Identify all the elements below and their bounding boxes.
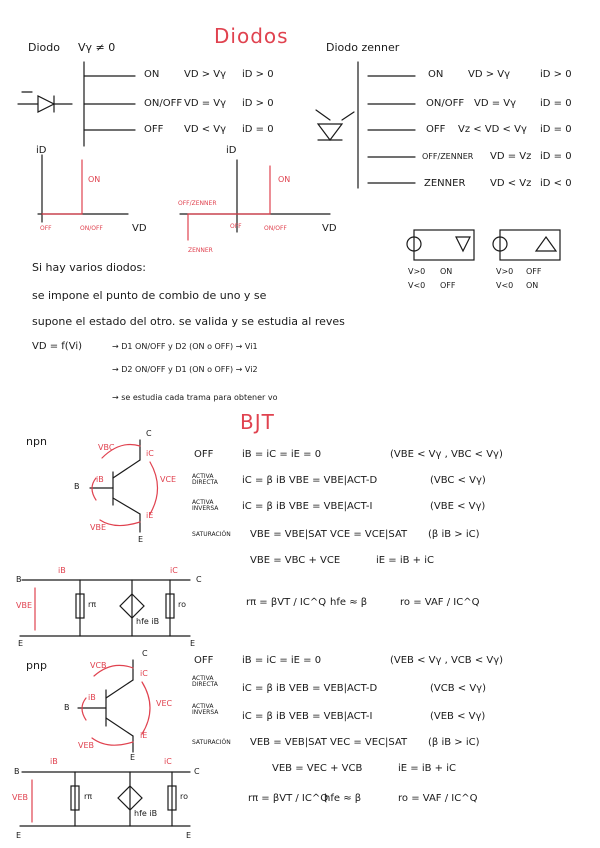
pnp-ro: ro = VAF / IC^Q — [398, 793, 478, 804]
pnp-kcl: iE = iB + iC — [398, 763, 456, 774]
npn-ss-c: C — [196, 575, 202, 584]
zener-graph-iy: iD — [226, 145, 237, 156]
npn-vce: VCE — [160, 475, 177, 484]
npn-ss-vbe: VBE — [16, 601, 33, 610]
zener-symbol — [316, 62, 415, 188]
pnp-ss-e2: E — [186, 831, 192, 840]
npn-ss-b: B — [16, 575, 22, 584]
pnp-eq-3: VEB = VEB|SAT VEC = VEC|SAT — [250, 737, 408, 748]
npn-vbc: VBC — [98, 443, 115, 452]
npn-small-signal — [20, 580, 190, 636]
npn-label: npn — [26, 435, 47, 448]
diodo-cur-off: iD = 0 — [242, 124, 274, 135]
section-title-diodos: Diodos — [214, 24, 289, 48]
diode-model-boxes — [407, 230, 560, 260]
diodo-graph-vx: VD — [132, 223, 147, 234]
npn-cond-0: (VBE < Vγ , VBC < Vγ) — [390, 449, 503, 460]
zener-graph-z: ZENNER — [188, 247, 213, 254]
diodo-cur-on: iD > 0 — [242, 69, 274, 80]
varios-line-4b: → D1 ON/OFF y D2 (ON o OFF) → Vi1 — [112, 342, 258, 351]
diodo-label: Diodo — [28, 41, 60, 54]
npn-kcl: iE = iB + iC — [376, 555, 434, 566]
zener-cur-4: iD < 0 — [540, 178, 572, 189]
diodo-graph-off: OFF — [40, 225, 52, 232]
pnp-ss-ro: ro — [180, 792, 189, 801]
diodo-graph-iy: iD — [36, 145, 47, 156]
zener-graph-on: ON — [278, 175, 291, 184]
diodo-eq-onoff: VD = Vγ — [184, 98, 227, 109]
pnp-ss-rpi: rπ — [84, 792, 93, 801]
zener-cur-0: iD > 0 — [540, 69, 572, 80]
pnp-mode-3: SATURACIÓN — [192, 739, 231, 746]
model-a-l1: V>0 — [408, 267, 426, 276]
diode-iv-graph — [38, 155, 128, 222]
npn-eq-0: iB = iC = iE = 0 — [242, 449, 322, 460]
zener-cur-2: iD = 0 — [540, 124, 572, 135]
npn-kvl: VBE = VBC + VCE — [250, 555, 341, 566]
diodo-eq-on: VD > Vγ — [184, 69, 227, 80]
diode-symbol — [18, 62, 135, 146]
diodo-condition: Vγ ≠ 0 — [78, 41, 116, 54]
npn-e: E — [138, 535, 144, 544]
pnp-cond-2: (VEB < Vγ) — [430, 711, 486, 722]
model-a-l2: V<0 — [408, 281, 426, 290]
npn-ib: iB — [96, 475, 104, 484]
pnp-ss-veb: VEB — [12, 793, 29, 802]
npn-ss-rpi: rπ — [88, 600, 97, 609]
pnp-ic: iC — [140, 669, 148, 678]
npn-ss-e1: E — [18, 639, 24, 648]
zener-graph-off: OFF — [230, 223, 242, 230]
npn-cond-3: (β iB > iC) — [428, 529, 480, 540]
pnp-mode-2: ACTIVA INVERSA — [192, 703, 219, 716]
npn-eq-2: iC = β iB VBE = VBE|ACT-I — [242, 501, 373, 512]
pnp-label: pnp — [26, 659, 47, 672]
npn-mode-2: ACTIVA INVERSA — [192, 499, 219, 512]
model-b-r1: OFF — [526, 267, 542, 276]
npn-eq-3: VBE = VBE|SAT VCE = VCE|SAT — [250, 529, 408, 540]
pnp-eq-0: iB = iC = iE = 0 — [242, 655, 322, 666]
zener-state-4: ZENNER — [424, 178, 466, 189]
varios-line-5: → D2 ON/OFF y D1 (ON o OFF) → Vi2 — [112, 365, 258, 374]
pnp-mode-0: OFF — [194, 655, 214, 666]
zener-eq-4: VD < Vz — [490, 178, 532, 189]
zener-eq-0: VD > Vγ — [468, 69, 511, 80]
section-title-bjt: BJT — [240, 410, 275, 434]
zener-state-1: ON/OFF — [426, 98, 465, 109]
npn-ss-e2: E — [190, 639, 196, 648]
model-a-r1: ON — [440, 267, 453, 276]
pnp-cond-0: (VEB < Vγ , VCB < Vγ) — [390, 655, 504, 666]
zener-state-3: OFF/ZENNER — [422, 152, 474, 161]
diodo-eq-off: VD < Vγ — [184, 124, 227, 135]
zener-label: Diodo zenner — [326, 41, 400, 54]
npn-mode-0: OFF — [194, 449, 214, 460]
npn-cond-1: (VBC < Vγ) — [430, 475, 486, 486]
pnp-b: B — [64, 703, 70, 712]
zener-eq-1: VD = Vγ — [474, 98, 517, 109]
zener-state-0: ON — [428, 69, 444, 80]
npn-b: B — [74, 482, 80, 491]
zener-graph-onoff: ON/OFF — [264, 225, 287, 232]
model-b-r2: ON — [526, 281, 539, 290]
pnp-c: C — [142, 649, 148, 658]
model-b-l1: V>0 — [496, 267, 514, 276]
model-b-l2: V<0 — [496, 281, 514, 290]
pnp-vec: VEC — [156, 699, 173, 708]
npn-c: C — [146, 429, 152, 438]
npn-eq-1: iC = β iB VBE = VBE|ACT-D — [242, 475, 378, 486]
npn-ss-ic: iC — [170, 566, 178, 575]
pnp-cond-3: (β iB > iC) — [428, 737, 480, 748]
npn-ic: iC — [146, 449, 154, 458]
npn-ie: iE — [146, 511, 154, 520]
npn-mode-3: SATURACIÓN — [192, 531, 231, 538]
pnp-hfe: hfe ≈ β — [324, 793, 362, 804]
pnp-cond-1: (VCB < Vγ) — [430, 683, 486, 694]
varios-line-3: supone el estado del otro. se valida y se estudia al reves — [32, 315, 345, 328]
npn-mode-1: ACTIVA DIRECTA — [192, 473, 218, 486]
pnp-ss-c: C — [194, 767, 200, 776]
pnp-mode-1: ACTIVA DIRECTA — [192, 675, 218, 688]
pnp-eq-2: iC = β iB VEB = VEB|ACT-I — [242, 711, 373, 722]
diodo-state-on: ON — [144, 69, 160, 80]
pnp-vcb: VCB — [90, 661, 107, 670]
zener-state-2: OFF — [426, 124, 446, 135]
pnp-ss-ib: iB — [50, 757, 58, 766]
pnp-ie: iE — [140, 731, 148, 740]
zener-eq-3: VD = Vz — [490, 151, 532, 162]
zener-cur-1: iD = 0 — [540, 98, 572, 109]
diodo-state-off: OFF — [144, 124, 164, 135]
pnp-kvl: VEB = VEC + VCB — [272, 763, 363, 774]
pnp-ss-ic: iC — [164, 757, 172, 766]
varios-line-1: Si hay varios diodos: — [32, 261, 146, 274]
varios-line-2: se impone el punto de combio de uno y se — [32, 289, 267, 302]
zener-graph-offz: OFF/ZENNER — [178, 200, 217, 207]
varios-line-6: → se estudia cada trama para obtener vo — [112, 393, 278, 402]
pnp-eq-1: iC = β iB VEB = VEB|ACT-D — [242, 683, 378, 694]
zener-eq-2: Vz < VD < Vγ — [458, 124, 527, 135]
npn-ss-hfeib: hfe iB — [136, 617, 160, 626]
pnp-ss-e1: E — [16, 831, 22, 840]
pnp-ss-b: B — [14, 767, 20, 776]
npn-rpi: rπ = βVT / IC^Q — [246, 597, 327, 608]
diodo-cur-onoff: iD > 0 — [242, 98, 274, 109]
pnp-e: E — [130, 753, 136, 762]
model-a-r2: OFF — [440, 281, 456, 290]
diodo-graph-onoff: ON/OFF — [80, 225, 103, 232]
zener-cur-3: iD = 0 — [540, 151, 572, 162]
npn-ro: ro = VAF / IC^Q — [400, 597, 480, 608]
diodo-state-onoff: ON/OFF — [144, 98, 183, 109]
diodo-graph-on: ON — [88, 175, 101, 184]
pnp-ib: iB — [88, 693, 96, 702]
npn-hfe: hfe ≈ β — [330, 597, 368, 608]
varios-line-4a: VD = f(Vi) — [32, 341, 82, 352]
npn-cond-2: (VBE < Vγ) — [430, 501, 486, 512]
npn-ss-ib: iB — [58, 566, 66, 575]
npn-vbe: VBE — [90, 523, 107, 532]
pnp-rpi: rπ = βVT / IC^Q — [248, 793, 329, 804]
npn-ss-ro: ro — [178, 600, 187, 609]
pnp-ss-hfeib: hfe iB — [134, 809, 158, 818]
pnp-small-signal — [20, 772, 190, 826]
zener-graph-vx: VD — [322, 223, 337, 234]
pnp-veb: VEB — [78, 741, 95, 750]
